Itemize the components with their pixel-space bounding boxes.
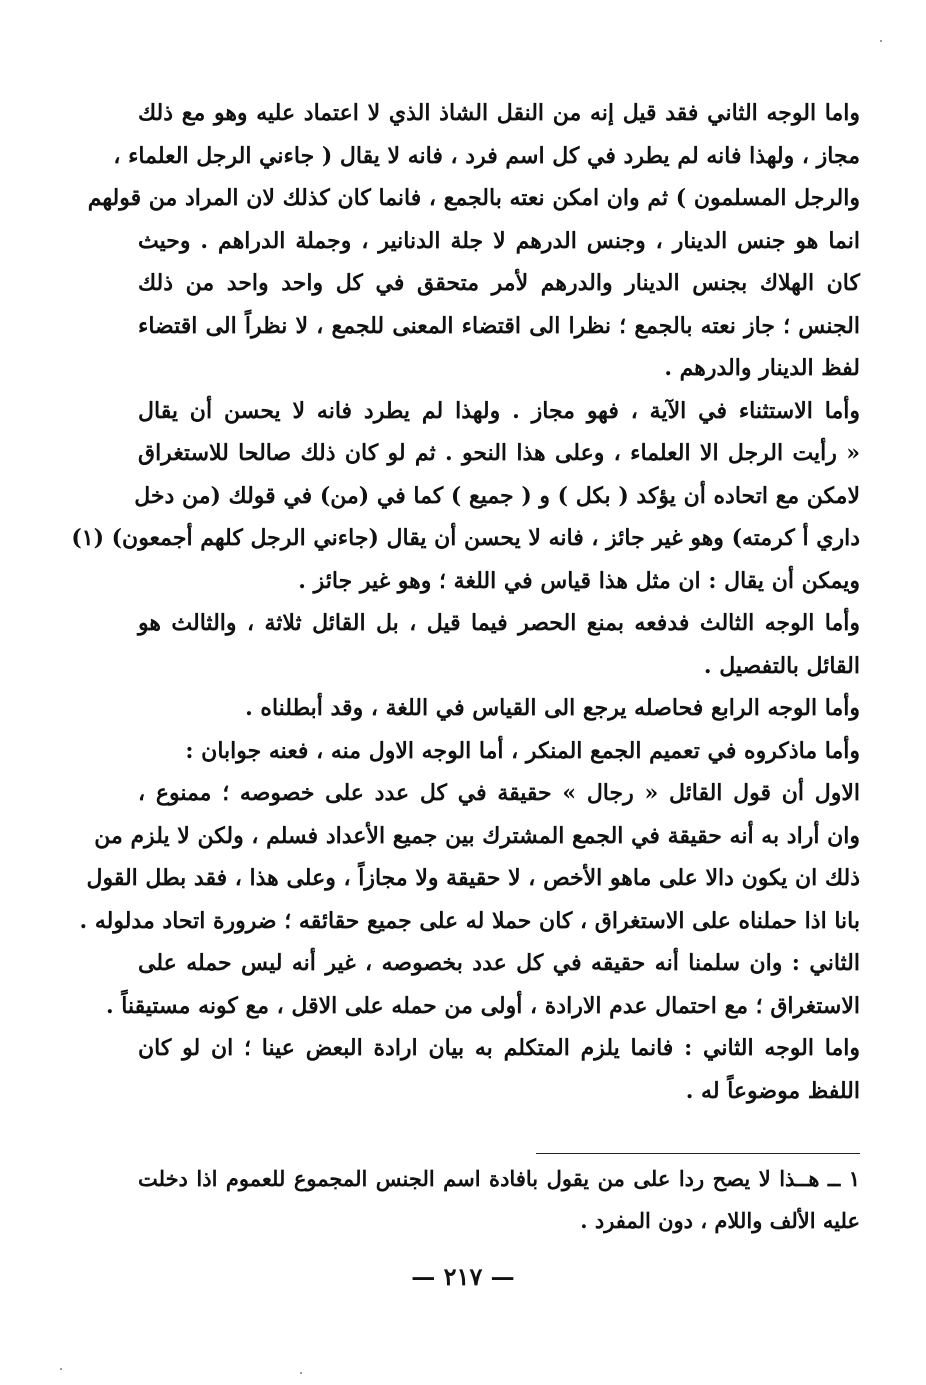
text-line: القائل بالتفصيل . — [703, 652, 860, 679]
text-line: اللفظ موضوعاً له . — [685, 1077, 860, 1104]
text-line: واما الوجه الثاني فقد قيل إنه من النقل الشاذ الذي لا اعتماد عليه وهو مع ذلك — [138, 100, 860, 126]
text-line: « رأيت الرجل الا العلماء ، وعلى هذا النحو . ثم لو كان ذلك صالحا للاستغراق — [138, 440, 860, 466]
page-number: — ٢١٧ — — [411, 1262, 515, 1291]
text-line: وأما الوجه الثالث فدفعه بمنع الحصر فيما قيل ، بل القائل ثلاثة ، والثالث هو — [138, 610, 860, 636]
footnote-line: عليه الألف واللام ، دون المفرد . — [580, 1208, 860, 1233]
text-line: وان أراد به أنه حقيقة في الجمع المشترك بين جميع الأعداد فسلم ، ولكن لا يلزم من — [94, 822, 860, 849]
footnote-line: ١ ــ هــذا لا يصح ردا على من يقول بافادة اسم الجنس المجموع للعموم اذا دخلت — [138, 1166, 860, 1191]
scan-speck — [300, 1372, 302, 1374]
main-text — [71, 92, 860, 1112]
text-line: والرجل المسلمون ) ثم وان امكن نعته بالجمع ، فانما كان كذلك لان المراد من قولهم — [87, 185, 860, 211]
text-line: الجنس ؛ جاز نعته بالجمع ؛ نظرا الى اقتضاء المعنى للجمع ، لا نظراً الى اقتضاء — [138, 312, 860, 339]
text-line: ذلك ان يكون دالا على ماهو الأخص ، لا حقيقة ولا مجازاً ، وعلى هذا ، فقد بطل القول — [86, 865, 860, 891]
text-line: وأما ماذكروه في تعميم الجمع المنكر ، أما الوجه الاول منه ، فعنه جوابان : — [185, 737, 860, 764]
footnote — [138, 1158, 860, 1242]
scan-speck — [880, 40, 882, 42]
text-line: الثاني : وان سلمنا أنه حقيقه في كل عدد بخصوصه ، غير أنه ليس حمله على — [138, 950, 860, 976]
text-line: داري أ كرمته) وهو غير جائز ، فانه لا يحسن أن يقال (جاءني الرجل كلهم أجمعون) (١) — [71, 525, 860, 551]
text-line: لامكن مع اتحاده أن يؤكد ( بكل ) و ( جميع ) كما في (من) في قولك (من دخل — [134, 482, 860, 509]
text-line: انما هو جنس الدينار ، وجنس الدرهم لا جلة الدنانير ، وجملة الدراهم . وحيث — [138, 227, 860, 254]
text-line: وأما الوجه الرابع فحاصله يرجع الى القياس في اللغة ، وقد أبطلناه . — [245, 695, 860, 721]
text-line: كان الهلاك بجنس الدينار والدرهم لأمر متحقق في كل واحد واحد من ذلك — [138, 270, 860, 296]
text-line: لفظ الدينار والدرهم . — [664, 355, 860, 381]
text-line: واما الوجه الثاني : فانما يلزم المتكلم به بيان ارادة البعض عينا ؛ ان لو كان — [138, 1035, 860, 1061]
text-line: الاول أن قول القائل « رجال » حقيقة في كل عدد على خصوصه ؛ ممنوع ، — [138, 780, 860, 806]
text-line: مجاز ، ولهذا فانه لم يطرد في كل اسم فرد ، فانه لا يقال ( جاءني الرجل العلماء ، — [113, 142, 860, 169]
text-line: وأما الاستثناء في الآية ، فهو مجاز . ولهذا لم يطرد فانه لا يحسن أن يقال — [138, 397, 860, 424]
footnote-separator — [536, 1153, 860, 1154]
text-line: بانا اذا حملناه على الاستغراق ، كان حملا له على جميع حقائقه ؛ ضرورة اتحاد مدلوله . — [79, 907, 860, 934]
scan-speck — [60, 1368, 62, 1370]
text-line: الاستغراق ؛ مع احتمال عدم الارادة ، أولى من حمله على الاقل ، مع كونه مستيقناً . — [105, 992, 860, 1019]
text-line: ويمكن أن يقال : ان مثل هذا قياس في اللغة ؛ وهو غير جائز . — [298, 567, 860, 594]
